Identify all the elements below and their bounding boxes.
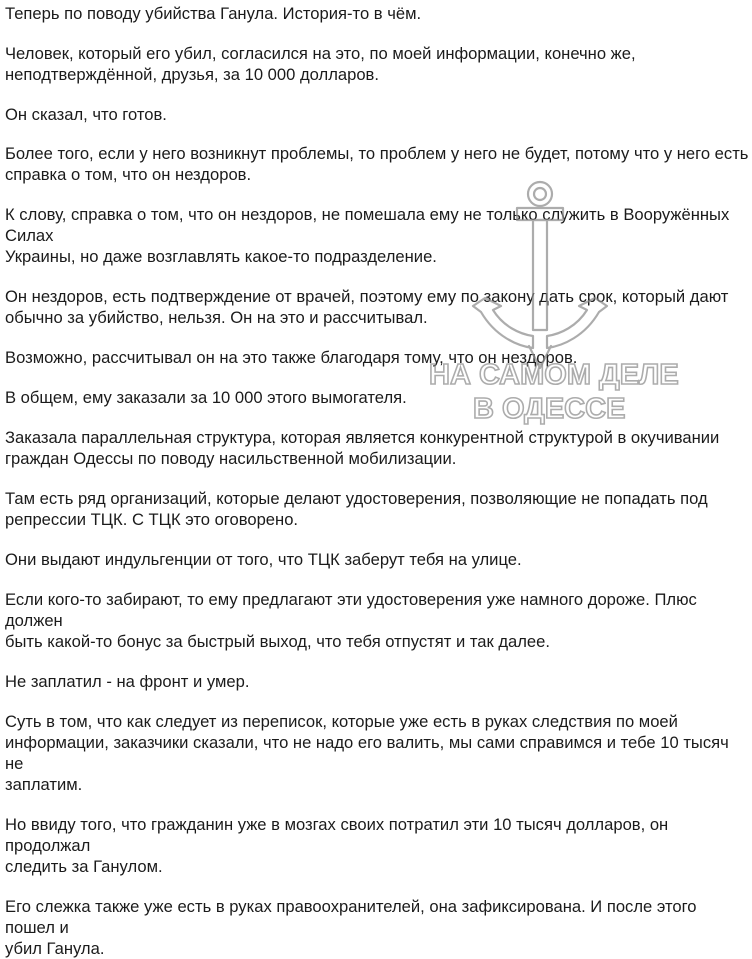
paragraph-3: Он сказал, что готов. bbox=[5, 105, 167, 124]
paragraph-12: Если кого-то забирают, то ему предлагают эти удостоверения уже намного дороже. Плюс должен быть какой-то бонус за быстрый выход, что тебя отпустят и так далее. bbox=[5, 590, 697, 651]
paragraph-14: Суть в том, что как следует из переписок, которые уже есть в руках следствия по моей информации, заказчики сказали, что не надо его валить, мы сами справимся и тебе 10 тысяч не заплатим. bbox=[5, 712, 729, 794]
paragraph-9: Заказала параллельная структура, которая является конкурентной структурой в окучивании граждан Одессы по поводу насильственной мобилизации. bbox=[5, 428, 720, 468]
watermark-line-1: НА САМОМ ДЕЛЕ bbox=[429, 359, 679, 391]
paragraph-16: Его слежка также уже есть в руках правоохранителей, она зафиксирована. И после этого пошел и убил Ганула. bbox=[5, 897, 697, 958]
paragraph-13: Не заплатил - на фронт и умер. bbox=[5, 672, 250, 691]
paragraph-15: Но ввиду того, что гражданин уже в мозгах своих потратил эти 10 тысяч долларов, он продолжал следить за Ганулом. bbox=[5, 815, 669, 876]
paragraph-8: В общем, ему заказали за 10 000 этого вымогателя. bbox=[5, 388, 407, 407]
paragraph-1: Теперь по поводу убийства Ганула. История-то в чём. bbox=[5, 4, 422, 23]
paragraph-6: Он нездоров, есть подтверждение от врачей, поэтому ему по закону дать срок, который дают обычно за убийство, нельзя. Он на это и рассчитывал. bbox=[5, 287, 729, 327]
paragraph-4: Более того, если у него возникнут проблемы, то проблем у него не будет, потому что у него есть справка о том, что он нездоров. bbox=[5, 144, 749, 184]
article-body bbox=[5, 0, 751, 959]
watermark-line-2: В ОДЕССЕ bbox=[473, 393, 626, 425]
paragraph-11: Они выдают индульгенции от того, что ТЦК заберут тебя на улице. bbox=[5, 550, 522, 569]
paragraph-10: Там есть ряд организаций, которые делают удостоверения, позволяющие не попадать под репрессии ТЦК. С ТЦК это оговорено. bbox=[5, 489, 708, 529]
paragraph-5: К слову, справка о том, что он нездоров, не помешала ему не только служить в Вооружённых Силах Украины, но даже возглавлять какое-то подразделение. bbox=[5, 205, 730, 266]
paragraph-7: Возможно, рассчитывал он на это также благодаря тому, что он нездоров. bbox=[5, 348, 578, 367]
paragraph-2: Человек, который его убил, согласился на это, по моей информации, конечно же, неподтверждённой, друзья, за 10 000 долларов. bbox=[5, 44, 636, 84]
